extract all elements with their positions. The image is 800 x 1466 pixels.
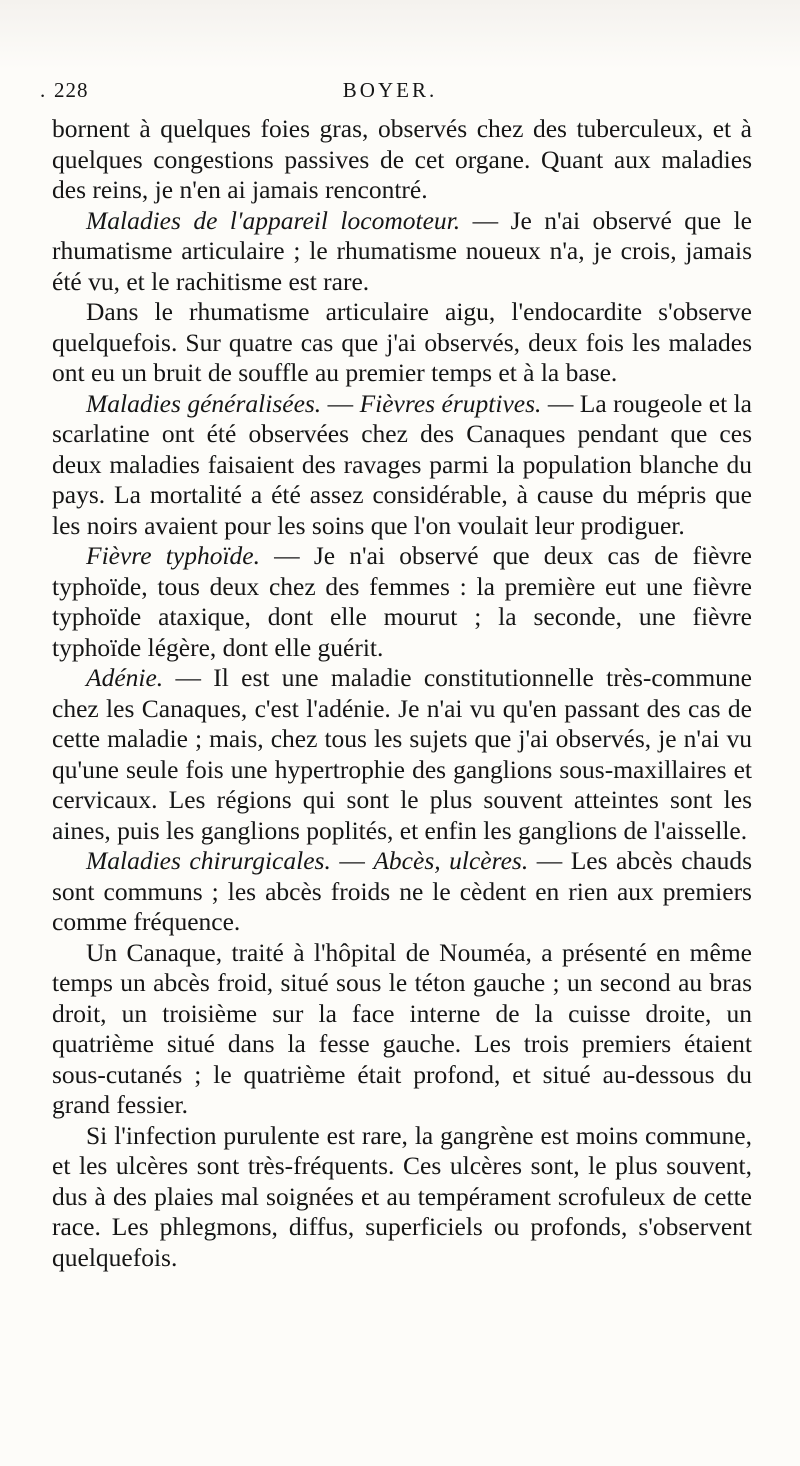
- running-head: BOYER.: [342, 78, 438, 102]
- page-header: [40, 78, 740, 108]
- top-margin-shadow: [0, 0, 800, 70]
- paragraph-maladies-chirurgicales: Maladies chirurgicales. — Abcès, ulcères. — Les abcès chauds sont communs ; les abcès froids ne le cèdent en rien aux premiers comme fréquence.: [52, 846, 753, 936]
- paragraph-rhumatisme-aigu: Dans le rhumatisme articulaire aigu, l'endocardite s'observe quelquefois. Sur quatre cas que j'ai observés, deux fois les malades ont eu un bruit de souffle au premier temps et à la base.: [52, 297, 752, 387]
- paragraph-foies: bornent à quelques foies gras, observés chez des tuberculeux, et à quelques congestions passives de cet organe. Quant aux maladies des reins, je n'en ai jamais rencontré.: [52, 114, 752, 204]
- section-heading: Adénie.: [86, 663, 164, 692]
- section-heading: Maladies généralisées.: [86, 388, 322, 418]
- paragraph-adenie: Adénie. — Il est une maladie constitutionnelle très-commune chez les Canaques, c'est l'adénie. Je n'ai vu qu'en passant des cas de cette maladie ; mais, chez tous les sujets que j'ai observés, je n'ai vu qu'une seule fois une hypertrophie des ganglions sous-maxillaires et cervicaux. Les régions qui sont le plus souvent atteintes sont les aines, puis les ganglions poplités, et enfin les ganglions de l'aisselle.: [52, 663, 752, 845]
- subsection-heading: Abcès, ulcères.: [373, 846, 529, 875]
- paragraph-appareil-locomoteur: Maladies de l'appareil locomoteur. — Je n'ai observé que le rhumatisme articulaire ; le rhumatisme noueux n'a, je crois, jamais été vu, et le rachitisme est rare.: [52, 205, 752, 296]
- header-dot: .: [40, 78, 47, 102]
- paragraph-infection-purulente: Si l'infection purulente est rare, la gangrène est moins commune, et les ulcères sont très-fréquents. Ces ulcères sont, le plus souvent, dus à des plaies mal soignées et au tempérament scrofuleux de cette race. Les phlegmons, diffus, superficiels ou profonds, s'observent quelquefois.: [52, 1120, 752, 1272]
- page-number: 228: [54, 78, 89, 102]
- section-heading: Maladies chirurgicales.: [86, 846, 331, 875]
- paragraph-canaque-noumea: Un Canaque, traité à l'hôpital de Nouméa, a présenté en même temps un abcès froid, situé sous le téton gauche ; un second au bras droit, un troisième sur la face interne de la cuisse droite, un quatrième situé dans la fesse gauche. Les trois premiers étaient sous-cutanés ; le quatrième était profond, et situé au-dessous du grand fessier.: [52, 937, 752, 1119]
- subsection-heading: Fièvres éruptives.: [359, 388, 542, 418]
- paragraph-fievre-typhoide: Fièvre typhoïde. — Je n'ai observé que deux cas de fièvre typhoïde, tous deux chez des femmes : la première eut une fièvre typhoïde ataxique, dont elle mourut ; la seconde, une fièvre typhoïde légère, dont elle guérit.: [52, 541, 752, 662]
- section-heading: Fièvre typhoïde.: [86, 541, 260, 570]
- section-heading: Maladies de l'appareil locomoteur.: [86, 205, 461, 235]
- body-text: [52, 114, 752, 1273]
- paragraph-maladies-generalisees: Maladies généralisées. — Fièvres éruptives. — La rougeole et la scarlatine ont été observées chez des Canaques pendant que ces deux maladies faisaient des ravages parmi la population blanche du pays. La mortalité a été assez considérable, à cause du mépris que les noirs avaient pour les soins que l'on voulait leur prodiguer.: [52, 388, 752, 540]
